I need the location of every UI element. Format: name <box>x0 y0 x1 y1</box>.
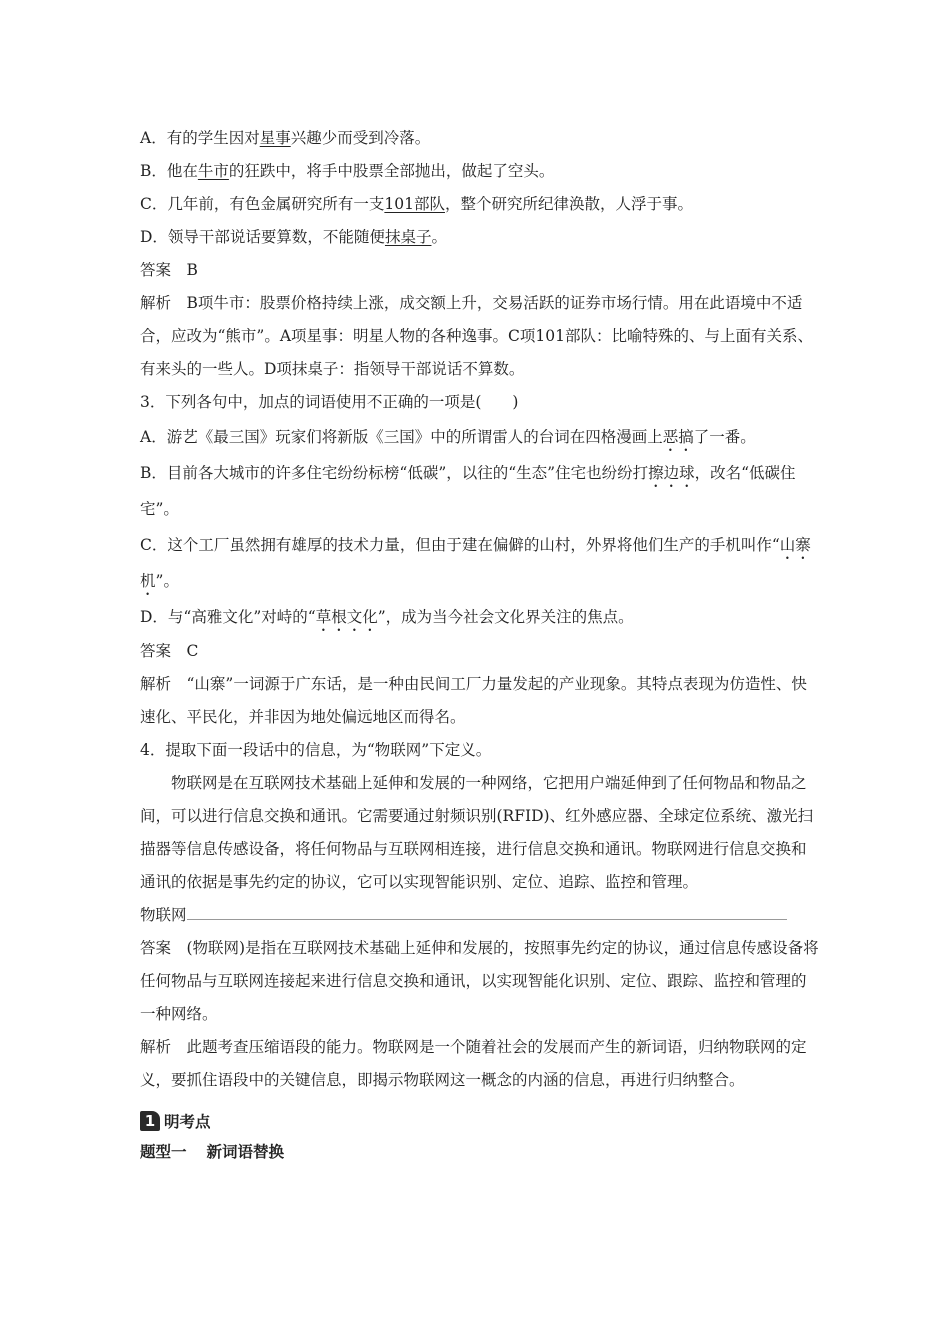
underlined-term: 星事 <box>259 129 291 147</box>
q3-option-d: D．与“高雅文化”对峙的“草根文化”，成为当今社会文化界关注的焦点。 <box>140 608 634 626</box>
answer-blank <box>187 901 787 920</box>
q3-stem: 3．下列各句中，加点的词语使用不正确的一项是( ) <box>140 393 519 411</box>
section-number-badge: 1 <box>140 1111 160 1131</box>
section-title: 明考点 <box>164 1113 211 1131</box>
q4-answer: 答案 (物联网)是指在互联网技术基础上延伸和发展的，按照事先约定的协议，通过信息传感设备将任何物品与互联网连接起来进行信息交换和通讯，以实现智能化识别、定位、跟踪、监控和管理的一种网络。 <box>140 939 819 1023</box>
type-heading: 题型一 新词语替换 <box>140 1143 285 1161</box>
q2-option-b: B．他在牛市的狂跌中，将手中股票全部抛出，做起了空头。 <box>140 162 555 180</box>
q4-stem: 4．提取下面一段话中的信息，为“物联网”下定义。 <box>140 741 492 759</box>
q3-answer: 答案 C <box>140 642 199 660</box>
q2-option-c: C．几年前，有色金属研究所有一支101部队，整个研究所纪律涣散，人浮于事。 <box>140 195 693 213</box>
q4-passage: 物联网是在互联网技术基础上延伸和发展的一种网络，它把用户端延伸到了任何物品和物品之间，可以进行信息交换和通讯。它需要通过射频识别(RFID)、红外感应器、全球定位系统、激光扫描器等信息传感设备，将任何物品与互联网相连接，进行信息交换和通讯。物联网进行信息交换和通讯的依据是事先约定的协议，它可以实现智能识别、定位、追踪、监控和管理。 <box>140 774 814 891</box>
q2-answer: 答案 B <box>140 261 198 279</box>
document-page <box>140 122 820 1169</box>
section-heading <box>140 1107 820 1135</box>
dotted-term: 恶搞 <box>662 428 694 446</box>
q3-option-a: A．游艺《最三国》玩家们将新版《三国》中的所谓雷人的台词在四格漫画上恶搞了一番。 <box>140 428 756 446</box>
dotted-term: 山寨机 <box>140 536 811 590</box>
q2-option-a: A．有的学生因对星事兴趣少而受到冷落。 <box>140 129 431 147</box>
q2-analysis: 解析 B项牛市：股票价格持续上涨，成交额上升，交易活跃的证券市场行情。用在此语境中不适合，应改为“熊市”。A项星事：明星人物的各种逸事。C项101部队：比喻特殊的、与上面有关系、有来头的一些人。D项抹桌子：指领导干部说话不算数。 <box>140 294 813 378</box>
q3-analysis: 解析 “山寨”一词源于广东话，是一种由民间工厂力量发起的产业现象。其特点表现为仿造性、快速化、平民化，并非因为地处偏远地区而得名。 <box>140 675 807 726</box>
q3-option-b: B．目前各大城市的许多住宅纷纷标榜“低碳”，以往的“生态”住宅也纷纷打擦边球，改名“低碳住宅”。 <box>140 464 796 518</box>
q2-option-d: D．领导干部说话要算数，不能随便抹桌子。 <box>140 228 447 246</box>
underlined-term: 101部队 <box>384 195 445 213</box>
dotted-term: 草根文化 <box>315 608 378 626</box>
dotted-term: 擦边球 <box>648 464 695 482</box>
q4-blank-line: 物联网 <box>140 899 820 932</box>
underlined-term: 抹桌子 <box>384 228 432 246</box>
q4-analysis: 解析 此题考查压缩语段的能力。物联网是一个随着社会的发展而产生的新词语，归纳物联网的定义，要抓住语段中的关键信息，即揭示物联网这一概念的内涵的信息，再进行归纳整合。 <box>140 1038 807 1089</box>
underlined-term: 牛市 <box>197 162 229 180</box>
q3-option-c: C．这个工厂虽然拥有雄厚的技术力量，但由于建在偏僻的山村，外界将他们生产的手机叫作“山寨机”。 <box>140 536 811 590</box>
